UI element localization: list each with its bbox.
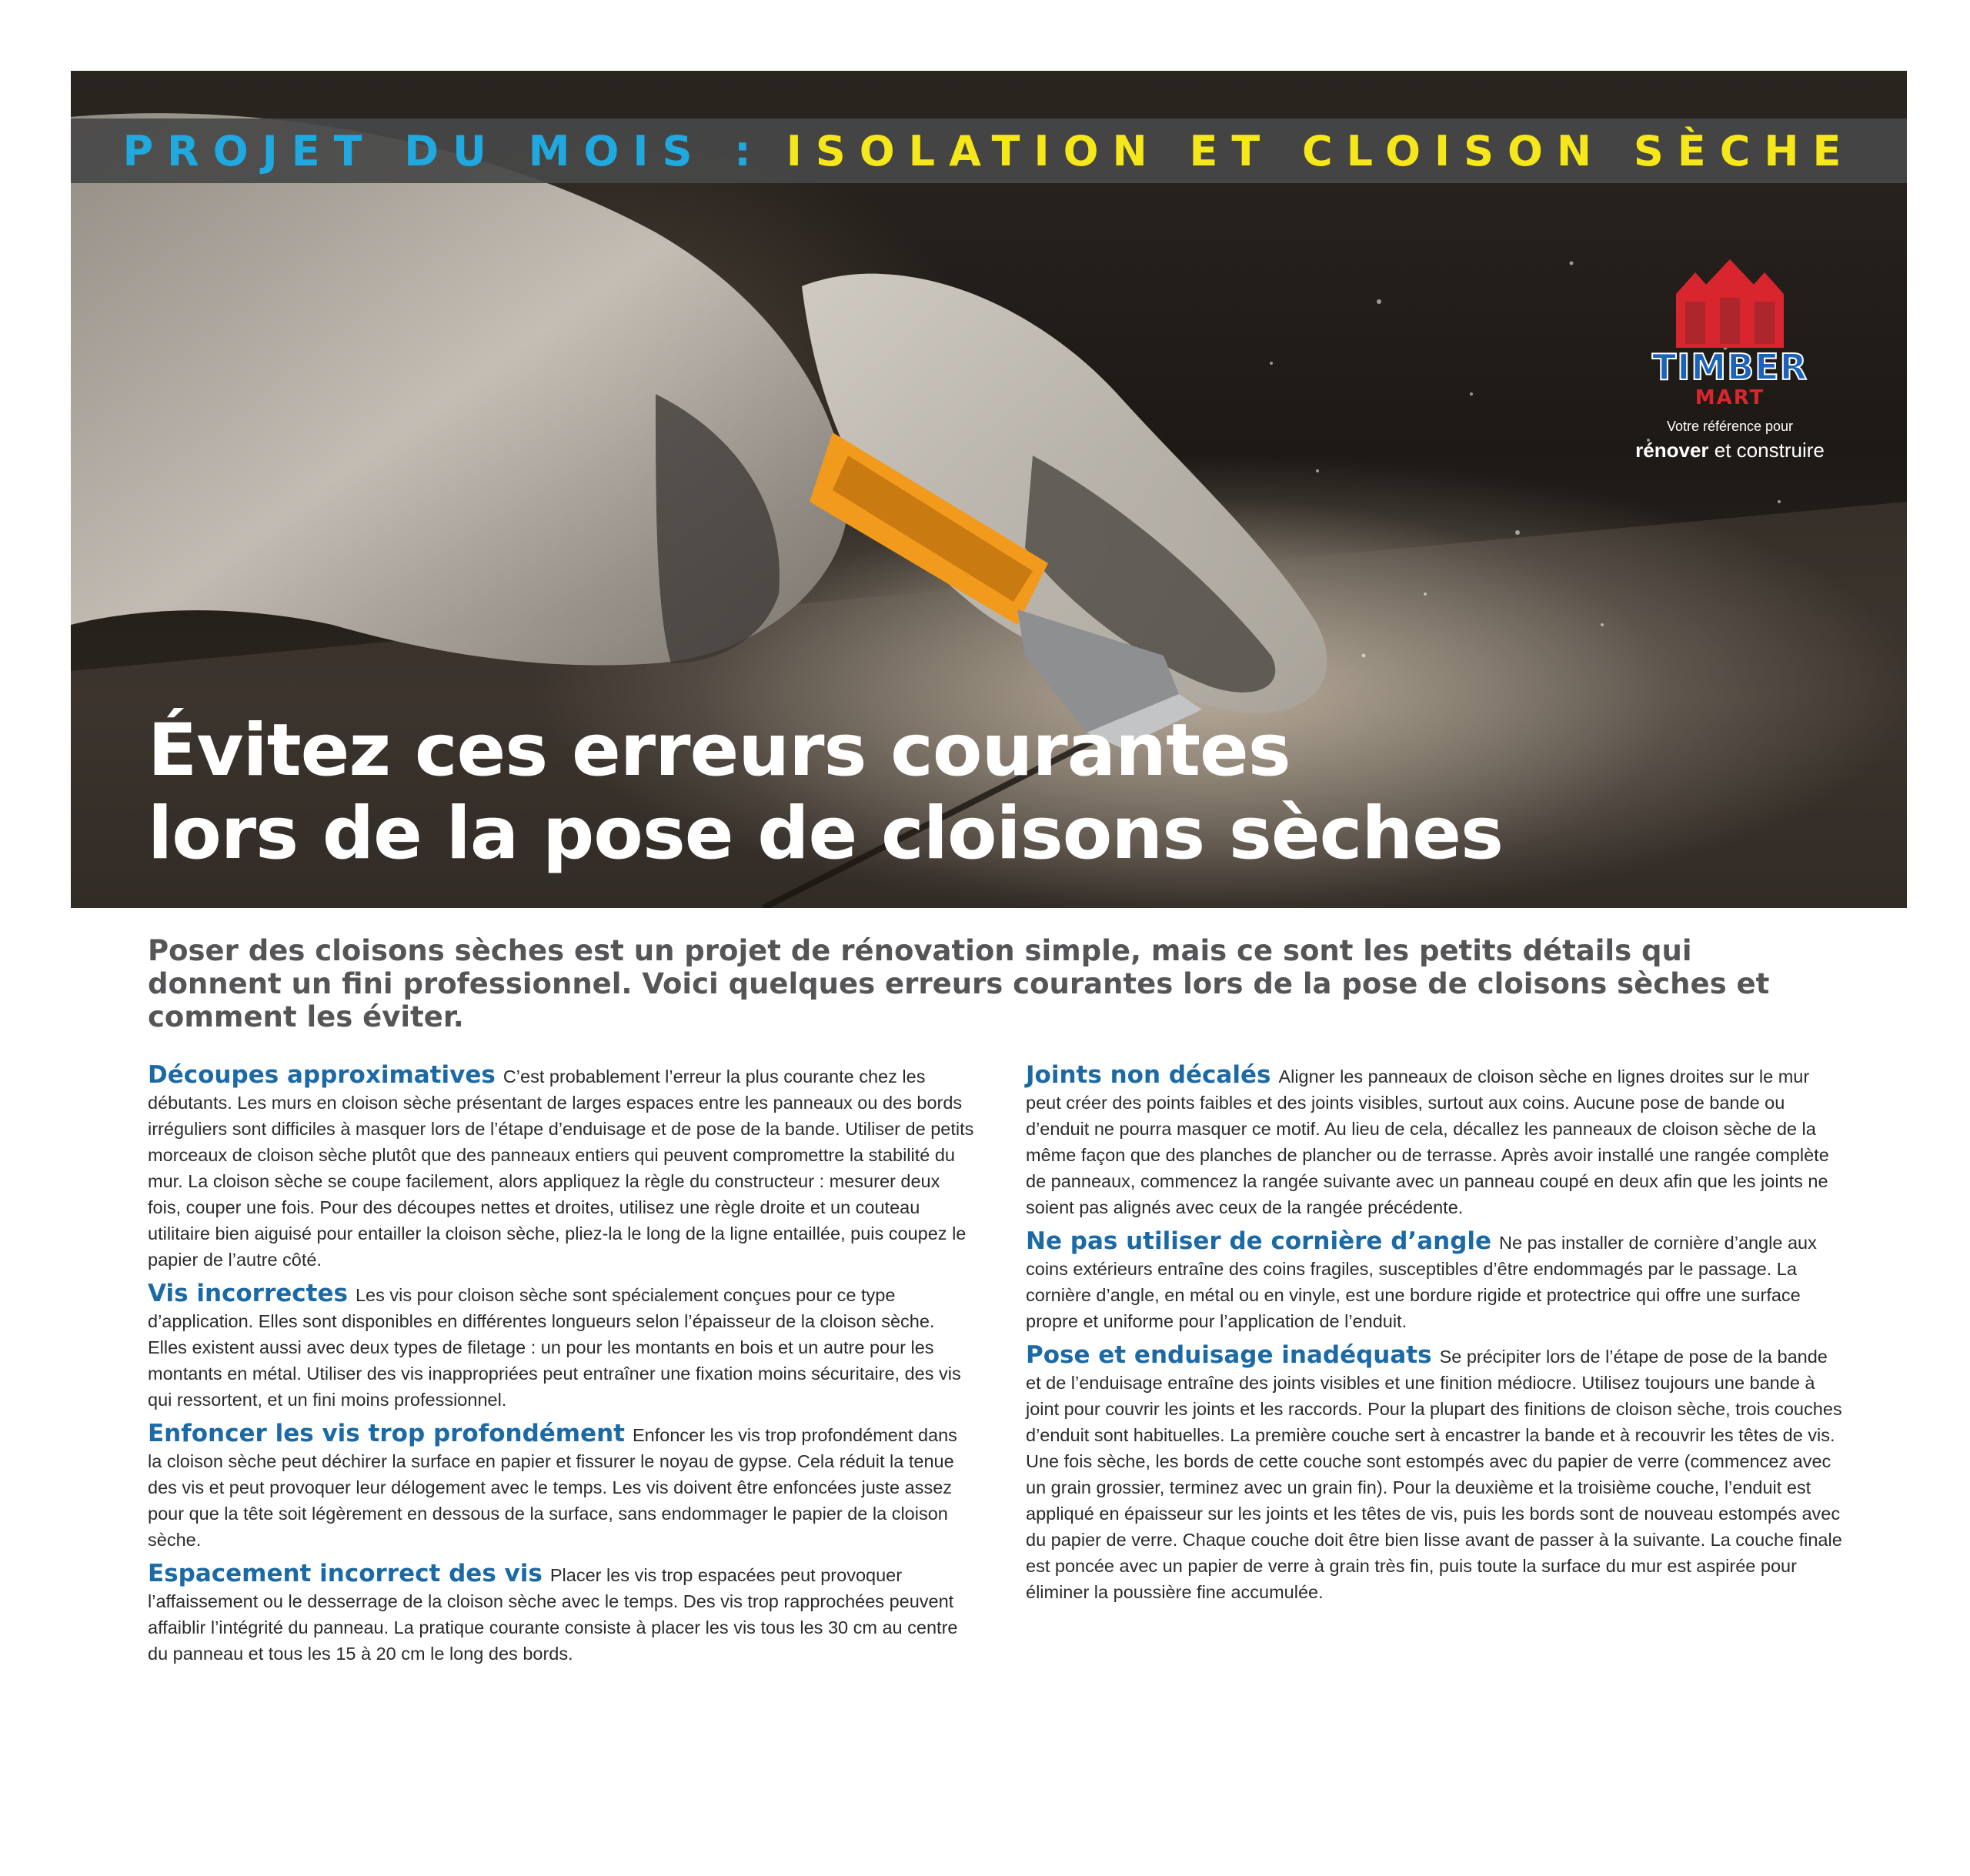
section-screws-too-deep: [148, 1420, 975, 1553]
headline-line-1: Évitez ces erreurs courantes: [148, 709, 1291, 793]
section-title: Enfoncer les vis trop profondément: [148, 1420, 625, 1447]
logo-brand-timber: TIMBER: [1651, 346, 1808, 388]
logo-tagline-bold: rénover: [1635, 439, 1709, 462]
section-corner-bead: [1026, 1228, 1845, 1334]
headline-line-2: lors de la pose de cloisons sèches: [148, 792, 1503, 876]
logo-tagline-small: Votre référence pour: [1666, 419, 1794, 434]
logo-tagline-rest: et construire: [1708, 439, 1825, 462]
section-screw-spacing: [148, 1561, 975, 1667]
section-rough-cuts: [148, 1062, 975, 1273]
banner-topic: ISOLATION ET CLOISON SÈCHE: [786, 126, 1855, 175]
section-body: Placer les vis trop espacées peut provoquer l’affaissement ou le desserrage de la cloison sèche avec le temps. Des vis trop rapprochées peuvent affaiblir l’intégrité du panneau. La pratique courante consiste à placer les vis tous les 30 cm au centre du panneau et tous les 15 à 20 cm le long des bords.: [148, 1565, 958, 1664]
section-body: Enfoncer les vis trop profondément dans la cloison sèche peut déchirer la surface en papier et fissurer le noyau de gypse. Cela réduit la tenue des vis et peut provoquer leur délogement avec le temps. Les vis doivent être enfoncées juste assez pour que la tête soit légèrement en dessous de la surface, sans endommager le papier de la cloison sèche.: [148, 1425, 957, 1550]
section-title: Ne pas utiliser de cornière d’angle: [1026, 1227, 1492, 1255]
right-column: [1026, 1062, 1845, 1613]
left-column: [148, 1062, 975, 1674]
section-body: Aligner les panneaux de cloison sèche en lignes droites sur le mur peut créer des points faibles et des joints visibles, surtout aux coins. Aucune pose de bande ou d’enduit ne pourra masquer ce motif. Au lieu de cela, décallez les panneaux de cloison sèche de la même façon que des planches de plancher ou de terrasse. Après avoir installé une rangée complète de panneaux, commencez la rangée suivante avec un panneau coupé en deux afin que les joints ne soient pas alignés avec ceux de la rangée précédente.: [1026, 1067, 1829, 1217]
project-of-month-banner: [71, 119, 1907, 183]
section-body: C’est probablement l’erreur la plus courante chez les débutants. Les murs en cloison sèche présentant de larges espaces entre les panneaux ou des bords irréguliers sont difficiles à masquer lors de l’étape d’enduisage et de pose de la bande. Utiliser de petits morceaux de cloison sèche plutôt que des panneaux entiers qui peuvent compromettre la stabilité du mur. La cloison sèche se coupe facilement, alors appliquez la règle du constructeur : mesurer deux fois, couper une fois. Pour des découpes nettes et droites, utilisez une règle droite et un couteau utilitaire bien aiguisé pour entailler la cloison sèche, pliez-la le long de la ligne entaillée, puis coupez le papier de l’autre côté.: [148, 1067, 974, 1270]
section-title: Pose et enduisage inadéquats: [1026, 1341, 1432, 1369]
section-title: Espacement incorrect des vis: [148, 1560, 543, 1587]
section-staggered-joints: [1026, 1062, 1845, 1220]
section-title: Vis incorrectes: [148, 1280, 348, 1307]
section-wrong-screws: [148, 1280, 975, 1413]
section-title: Joints non décalés: [1026, 1061, 1271, 1089]
section-body: Ne pas installer de cornière d’angle aux coins extérieurs entraîne des coins fragiles, susceptibles d’être endommagés par le passage. La cornière d’angle, en métal ou en vinyle, est une bordure rigide et protectrice qui offre une surface propre et uniforme pour l’application de l’enduit.: [1026, 1233, 1817, 1331]
article-intro: Poser des cloisons sèches est un projet de rénovation simple, mais ce sont les petits détails qui donnent un fini professionnel. Voici quelques erreurs courantes lors de la pose de cloisons sèches et comment les éviter.: [148, 934, 1770, 1033]
logo-tagline: [1614, 439, 1845, 462]
banner-label: PROJET DU MOIS :: [122, 126, 765, 175]
section-taping-mudding: [1026, 1342, 1845, 1605]
timber-mart-logo: [1614, 217, 1845, 463]
article-headline: [148, 709, 1887, 876]
hero-section: [71, 71, 1907, 908]
logo-brand-mart: MART: [1695, 386, 1765, 409]
section-body: Les vis pour cloison sèche sont spécialement conçues pour ce type d’application. Elles sont disponibles en différentes longueurs selon l’épaisseur de la cloison sèche. Elles existent aussi avec deux types de filetage : un pour les montants en bois et un autre pour les montants en métal. Utiliser des vis inappropriées peut entraîner une fixation moins sécuritaire, des vis qui ressortent, et un fini moins professionnel.: [148, 1285, 961, 1410]
section-title: Découpes approximatives: [148, 1061, 496, 1089]
section-body: Se précipiter lors de l’étape de pose de la bande et de l’enduisage entraîne des joints visibles et une finition médiocre. Utilisez toujours une bande à joint pour couvrir les joints et les raccords. Pour la plupart des finitions de cloison sèche, trois couches d’enduit sont habituelles. La première couche sert à encastrer la bande et à recouvrir les têtes de vis. Une fois sèche, les bords de cette couche sont estompés avec du papier de verre (commencez avec un grain grossier, terminez avec un grain fin). Pour la deuxième et la troisième couche, l’enduit est appliqué en épaisseur sur les joints et les têtes de vis, puis les bords sont de nouveau estompés avec du papier de verre. Chaque couche doit être bien lisse avant de passer à la suivante. La couche finale est poncée avec un papier de verre à grain très fin, puis toute la surface du mur est aspirée pour éliminer la poussière fine accumulée.: [1026, 1347, 1842, 1602]
